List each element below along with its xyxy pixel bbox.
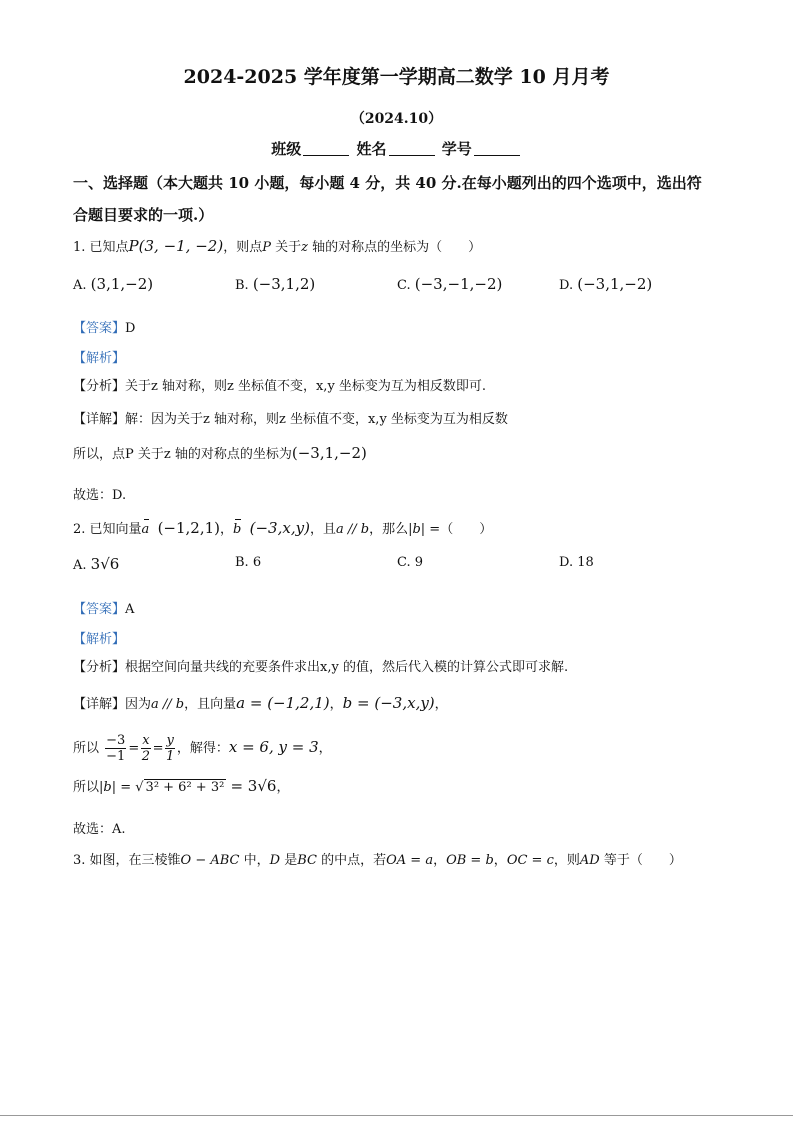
q2-solve-line: 所以 $\frac{-3}{-1}$ = $\frac{x}{2}$ = $\frac{y}{1}$ ，解得：x = 6, y = 3， [73,733,332,764]
question-1: 1. 已知点P(3, −1, −2)，则点P 关于z 轴的对称点的坐标为（ ） [73,237,482,255]
page-title: 2024-2025 学年度第一学期高二数学 10 月月考 [183,66,610,88]
q1-so: 所以，点P 关于z 轴的对称点的坐标为(−3,1,−2) [73,444,367,462]
class-label: 班级 [271,140,302,158]
id-blank [474,141,520,156]
q1-answer: 【答案】D [73,321,136,336]
q2-analysis-tag: 【解析】 [73,632,126,647]
q1-option-b[interactable]: B. (−3,1,2) [235,275,316,293]
q1-fenxi: 【分析】关于z 轴对称，则z 坐标值不变，x,y 坐标变为互为相反数即可. [73,379,487,394]
q1-option-c[interactable]: C. (−3,−1,−2) [397,275,503,293]
class-blank [303,141,349,156]
name-label: 姓名 [356,140,387,158]
q1-option-d[interactable]: D. (−3,1,−2) [559,275,653,293]
section-heading-cont: 合题目要求的一项.） [73,206,214,224]
q2-option-c[interactable]: C. 9 [397,555,424,570]
q2-choose: 故选：A. [73,822,126,837]
q2-option-a[interactable]: A. 3√6 [73,555,120,573]
page-bottom-divider [0,1115,793,1116]
q1-option-a[interactable]: A. (3,1,−2) [73,275,154,293]
q1-detail: 【详解】解：因为关于z 轴对称，则z 坐标值不变，x,y 坐标变为互为相反数 [73,412,508,427]
q1-point: P(3, −1, −2) [128,237,224,255]
student-info-fields [0,138,793,159]
question-3: 3. 如图，在三棱锥O − ABC 中，D 是BC 的中点，若OA = a，OB = b，OC = c，则AD 等于（ ） [73,853,682,868]
name-blank [389,141,435,156]
q2-answer: 【答案】A [73,602,135,617]
id-label: 学号 [441,140,472,158]
q2-option-d[interactable]: D. 18 [559,555,594,570]
q2-detail: 【详解】因为a // b，且向量a = (−1,2,1)，b = (−3,x,y)， [73,694,448,712]
exam-date: （2024.10） [350,111,443,127]
q2-option-b[interactable]: B. 6 [235,555,262,570]
q1-analysis-tag: 【解析】 [73,351,126,366]
q2-magnitude-line: 所以|b| = √ 3² + 6² + 3² = 3√6， [73,777,290,795]
q1-choose: 故选：D. [73,488,127,503]
q2-fenxi: 【分析】根据空间向量共线的充要条件求出x,y 的值，然后代入模的计算公式即可求解. [73,660,569,675]
section-heading: 一、选择题（本大题共 10 小题，每小题 4 分，共 40 分.在每小题列出的四个选项中，选出符 [73,174,702,192]
question-2: 2. 已知向量a (−1,2,1)，b (−3,x,y)，且a // b，那么|b| =（ ） [73,519,493,537]
